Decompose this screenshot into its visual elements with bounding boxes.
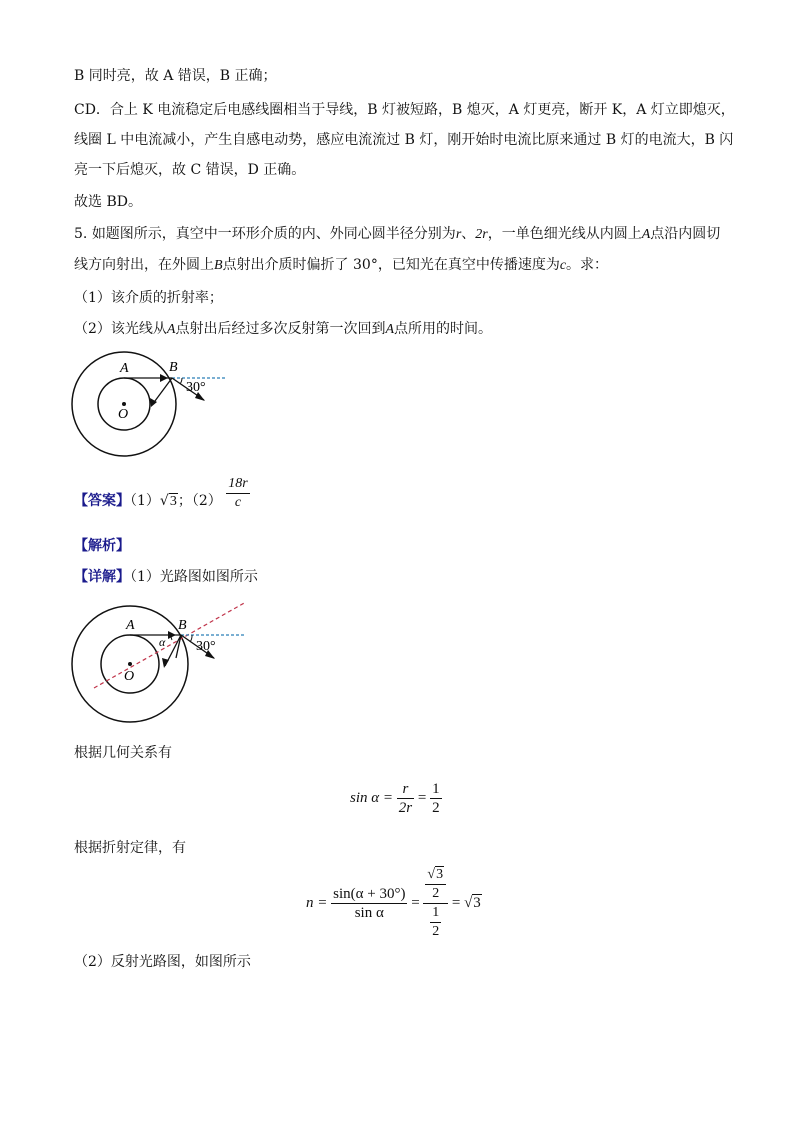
eq2-equals-2: = [451,895,461,911]
eq1-frac-1 [397,780,414,817]
eq2-bottom-num: 1 [430,904,441,923]
eq2-top-den: 2 [432,886,440,901]
question-text: （2）该光线从 [74,321,167,337]
eq1-num-1: r [397,780,414,799]
problem-text: 。求： [566,257,609,273]
eq2-compound-frac [423,866,448,941]
sqrt-3: √3 [159,493,177,509]
eq2-bottom-den: 2 [432,924,440,939]
light-speed: c [559,258,567,273]
eq1-den-2: 2 [432,800,440,816]
detail-tag: 【详解】 [74,569,130,585]
eq2-top-frac [425,866,446,903]
answer-part2: ；（2） [177,493,222,509]
center-dot [128,662,132,666]
fraction-denominator: c [234,494,242,510]
problem-text: ，一单色细光线从内圆上 [487,226,642,242]
radicand: 3 [473,895,481,911]
figure-ring-medium-2 [68,598,258,728]
point-b: B [214,258,223,273]
text-line-5: 故选 BD。 [74,194,142,210]
radicand: 3 [169,494,177,509]
detail-text: （1）光路图如图所示 [130,569,258,585]
answer-part1: （1） [130,493,160,509]
part2-text: （2）反射光路图，如图所示 [74,954,251,970]
angle-arc [190,635,192,642]
equation-sin-alpha [350,780,442,817]
problem-text: 线方向射出，在外圆上 [74,257,214,273]
eq2-num: sin(α + 30°) [333,886,406,902]
ray-arrowhead [168,631,176,639]
problem-number: 5. [74,226,88,242]
text-line-1: B 同时亮，故 A 错误，B 正确； [74,68,277,84]
refraction-text: 根据折射定律，有 [74,840,186,856]
question-2 [74,319,492,340]
eq2-equals: = [411,895,420,911]
eq2-frac-main [331,885,407,922]
label-o: O [124,669,135,684]
eq2-top-sqrt: √3 [425,866,446,885]
problem-text: 点射出介质时偏折了 30°，已知光在真空中传播速度为 [222,257,560,273]
point-a: A [166,322,176,337]
detail-line [74,567,258,587]
problem-line-1 [74,224,720,245]
label-b: B [178,618,187,633]
normal-through-center [94,602,246,688]
question-text: 点射出后经过多次反射第一次回到 [175,321,386,337]
answer-tag: 【答案】 [74,493,130,509]
label-o: O [118,407,129,422]
geometry-text: 根据几何关系有 [74,745,172,761]
eq2-compound-top [423,866,448,904]
analysis-tag [74,536,130,556]
angle-label: 30° [186,380,206,395]
eq1-lhs: sin α = [350,790,394,806]
eq1-equals: = [417,790,427,806]
eq2-lhs: n = [306,895,328,911]
radius-inner: r [455,227,462,242]
problem-line-2 [74,255,608,276]
answer-fraction [226,475,249,512]
label-a: A [126,618,135,633]
answer-line [74,475,250,513]
label-a: A [120,361,129,376]
eq2-bottom-frac [430,904,441,941]
separator: 、 [461,226,476,242]
text-line-4: 亮一下后熄灭，故 C 错误，D 正确。 [74,162,306,178]
question-1: （1）该介质的折射率； [74,290,223,306]
eq2-result-sqrt: √3 [464,895,481,911]
text-line-2: CD．合上 K 电流稳定后电感线圈相当于导线，B 灯被短路，B 熄灭，A 灯更亮，断开 K，A 灯立即熄灭， [74,102,735,118]
eq1-num-2: 1 [432,781,440,797]
angle-label: 30° [196,639,216,654]
point-a: A [641,227,651,242]
eq1-frac-2 [430,780,442,817]
problem-text: 点沿内圆切 [650,226,721,242]
question-text: 点所用的时间。 [394,321,493,337]
eq2-compound-bottom [423,904,448,941]
problem-text: 如题图所示，真空中一环形介质的内、外同心圆半径分别为 [91,226,456,242]
eq1-den-1: 2r [398,800,413,816]
eq2-den: sin α [354,905,384,921]
fraction-numerator: 18r [226,475,249,494]
radius-outer: 2r [475,227,488,242]
text-line-3: 线圈 L 中电流减小，产生自感电动势，感应电流流过 B 灯，刚开始时电流比原来通过 B 灯的电流大，B 闪 [74,132,734,148]
figure-ring-medium-1 [68,350,238,460]
point-a: A [385,322,395,337]
center-dot [122,402,126,406]
radicand: 3 [436,867,444,882]
analysis-label: 【解析】 [74,538,130,554]
alpha-label: α [159,635,166,649]
equation-refractive-index [306,866,482,941]
label-b: B [169,360,178,375]
angle-arc [180,378,182,384]
